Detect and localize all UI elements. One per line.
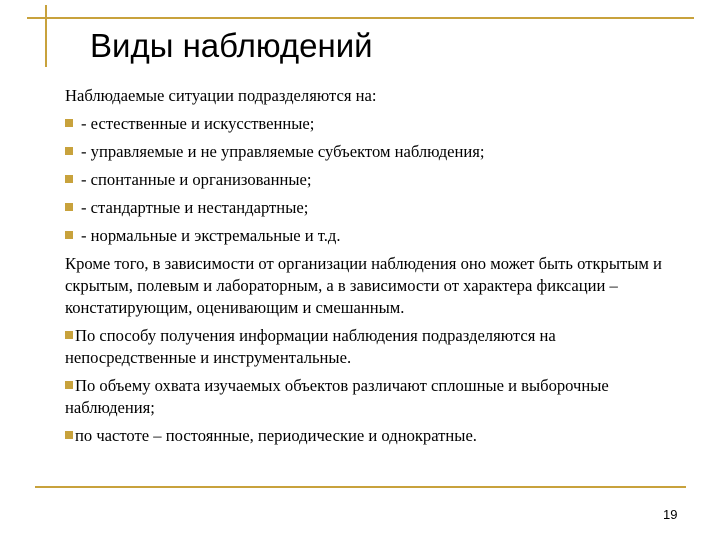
- square-bullet-icon: [65, 381, 73, 389]
- list-item: - естественные и искусственные;: [65, 113, 685, 135]
- list-item: - спонтанные и организованные;: [65, 169, 685, 191]
- page-number: 19: [663, 507, 678, 522]
- square-bullet-icon: [65, 119, 73, 127]
- intro-text: Наблюдаемые ситуации подразделяются на:: [65, 86, 377, 105]
- list-item: - нормальные и экстремальные и т.д.: [65, 225, 685, 247]
- list-item: по частоте – постоянные, периодические и однократные.: [65, 425, 685, 447]
- bottom-divider: [35, 486, 686, 488]
- left-divider: [45, 5, 47, 67]
- slide-title: Виды наблюдений: [90, 27, 373, 64]
- list-item: По объему охвата изучаемых объектов различают сплошные и выборочные наблюдения;: [65, 376, 609, 417]
- square-bullet-icon: [65, 431, 73, 439]
- square-bullet-icon: [65, 203, 73, 211]
- square-bullet-icon: [65, 147, 73, 155]
- list-item: - стандартные и нестандартные;: [65, 197, 685, 219]
- paragraph-text: Кроме того, в зависимости от организации наблюдения оно может быть открытым и скрытым, полевым и лабораторным, а в зависимости от характера фиксации – констатирующим, оценивающим и смешанным.: [65, 254, 662, 317]
- square-bullet-icon: [65, 231, 73, 239]
- top-divider: [27, 17, 694, 19]
- slide-body: [65, 85, 685, 453]
- list-item: - управляемые и не управляемые субъектом наблюдения;: [65, 141, 685, 163]
- square-bullet-icon: [65, 175, 73, 183]
- list-item: По способу получения информации наблюдения подразделяются на непосредственные и инструментальные.: [65, 326, 556, 367]
- square-bullet-icon: [65, 331, 73, 339]
